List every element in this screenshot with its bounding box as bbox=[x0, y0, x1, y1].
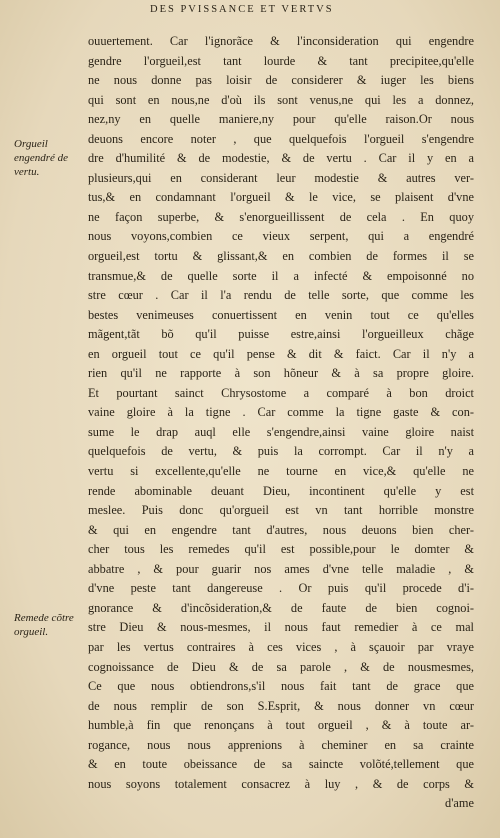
text-line: par les vertus contraires à ces vices , à sçauoir par vraye bbox=[88, 639, 474, 654]
text-line: mãgent,tãt bõ qu'il puisse estre,ainsi l'orgueilleux chãge bbox=[88, 327, 474, 342]
text-line: ne façon superbe, & s'enorgueillissent de cela . En quoy bbox=[88, 209, 474, 224]
text-line: sume le drap auql elle s'engendre,ainsi vaine gloire naist bbox=[88, 424, 474, 439]
text-line: & en toute obeissance de sa saincte volõté,tellement que bbox=[88, 757, 474, 772]
text-line: stre Dieu & nous-mesmes, il nous faut remedier à ce mal bbox=[88, 620, 474, 635]
margin-note-orgueil: Orgueil engendré de vertu. bbox=[14, 138, 69, 178]
text-line: orgueil,est tortu & glissant,& en combien de formes il se bbox=[88, 249, 474, 264]
text-line: nous soyons totalement consacrez à luy , & de corps & bbox=[88, 776, 474, 791]
text-line: gendre l'orgueil,est tant lourde & tant precipitee,qu'elle bbox=[88, 53, 474, 68]
text-line: Ce que nous obtiendrons,s'il nous fait tant de grace que bbox=[88, 679, 474, 694]
text-line: rogance, nous nous apprenions à cheminer en sa crainte bbox=[88, 737, 474, 752]
text-line: nous voyons,combien ce vieux serpent, qui a engendré bbox=[88, 229, 474, 244]
text-line: abbatre , & pour guarir nos ames d'vne telle maladie , & bbox=[88, 561, 474, 576]
running-head: DES PVISSANCE ET VERTVS bbox=[150, 4, 334, 15]
text-line: & qui en engendre tant d'autres, nous deuons bien cher- bbox=[88, 522, 474, 537]
text-line: bestes venimeuses conuertissent en venin tout ce qu'elles bbox=[88, 307, 474, 322]
text-line: deuons encore noter , que quelquefois l'orgueil s'engendre bbox=[88, 131, 474, 146]
text-line: cognoissance de Dieu & de sa parole , & de nousmesmes, bbox=[88, 659, 474, 674]
text-line: Et pourtant sainct Chrysostome a comparé à bon droict bbox=[88, 385, 474, 400]
text-line: stre cœur . Car il l'a rendu de telle sorte, que comme les bbox=[88, 288, 474, 303]
text-line: qui sont en nous,ne d'où ils sont venus,ne qui les a donnez, bbox=[88, 92, 474, 107]
margin-note-remede: Remede cõtre orgueil. bbox=[14, 612, 74, 638]
text-line: vertu si excellente,qu'elle ne tourne en vice,& qu'elle ne bbox=[88, 464, 474, 479]
text-line: ne nous donne pas loisir de considerer & iuger les biens bbox=[88, 73, 474, 88]
text-line: en orgueil tout ce qu'il pense & dit & faict. Car il n'y a bbox=[88, 346, 474, 361]
text-line: dre d'humilité & de modestie, & de vertu . Car il y en a bbox=[88, 151, 474, 166]
text-line: plusieurs,qui en considerant leur modestie & autres ver- bbox=[88, 170, 474, 185]
text-line: vaine gloire à la tigne . Car comme la tigne gaste & con- bbox=[88, 405, 474, 420]
text-line: cher tous les remedes qu'il est possible,pour le domter & bbox=[88, 542, 474, 557]
text-line: transmue,& de quelle sorte il a infecté & empoisonné no bbox=[88, 268, 474, 283]
text-line: tus,& en condamnant l'orgueil & le vice, se plaisent d'vne bbox=[88, 190, 474, 205]
text-line: gnorance & d'incõsideration,& de faute de bien cognoi- bbox=[88, 600, 474, 615]
text-line: d'ame bbox=[445, 796, 474, 811]
text-line: quelquefois de vertu, & puis la corrompt. Car il n'y a bbox=[88, 444, 474, 459]
text-line: rien qu'il ne rapporte à son hõneur & à sa propre gloire. bbox=[88, 366, 474, 381]
text-line: nez,ny en quelle maniere,ny pour qu'elle raison.Or nous bbox=[88, 112, 474, 127]
body-text bbox=[88, 32, 474, 814]
text-line: rende abominable deuant Dieu, incontinent qu'elle y est bbox=[88, 483, 474, 498]
text-line: ouuertement. Car l'ignorãce & l'inconsideration qui engendre bbox=[88, 34, 474, 48]
text-line: meslee. Puis donc qu'orgueil est vn tant horrible monstre bbox=[88, 503, 474, 518]
text-line: humble,à fin que renonçans à tout orgueil , & à toute ar- bbox=[88, 718, 474, 733]
text-line: d'vne peste tant dangereuse . Or puis qu'il procede d'i- bbox=[88, 581, 474, 596]
text-line: de nous remplir de son S.Esprit, & nous donner vn cœur bbox=[88, 698, 474, 713]
